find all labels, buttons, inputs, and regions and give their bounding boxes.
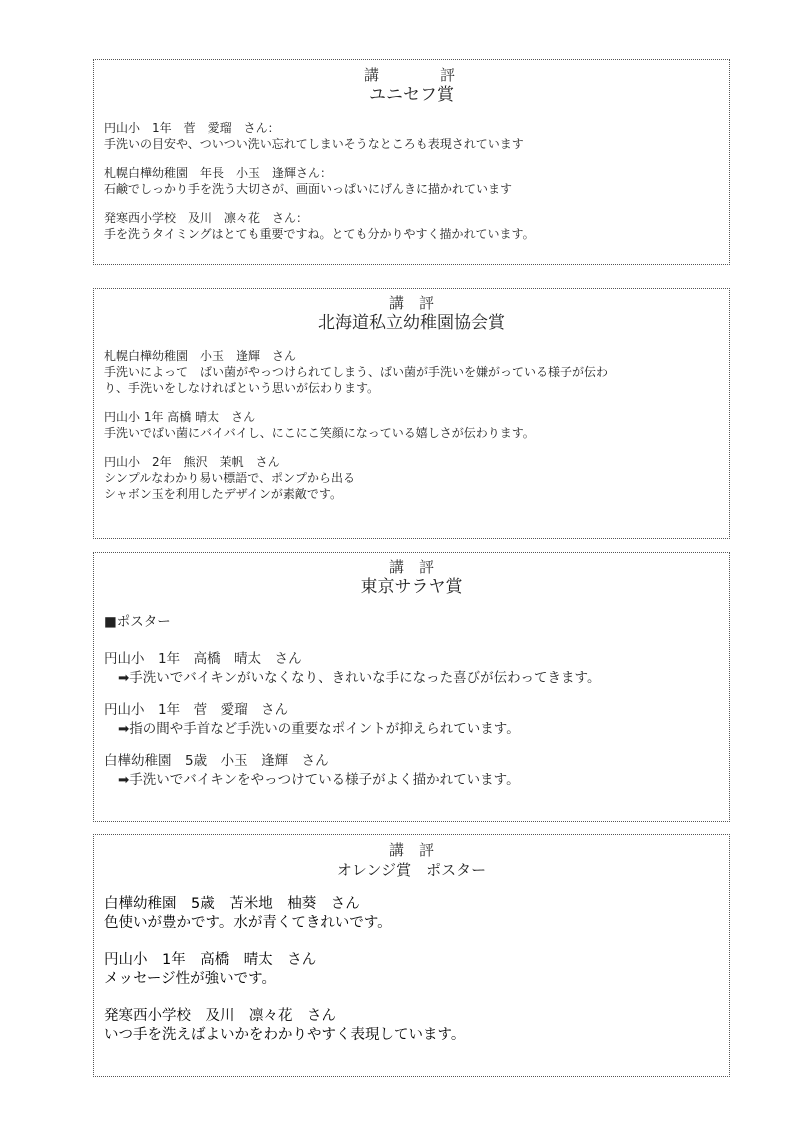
review-heading: 講 評	[388, 841, 434, 859]
award-title: ユニセフ賞	[369, 85, 454, 105]
entrant-name: 白樺幼稚園 5歳 苫米地 柚葵 さん	[104, 896, 360, 912]
review-entry	[104, 701, 719, 739]
review-body	[94, 895, 729, 1045]
review-comment: メッセージ性が強いです。	[104, 971, 276, 987]
entrant-name: 円山小 1年 菅 愛瑠 さん	[104, 702, 289, 718]
review-comment: いつ手を洗えばよいかをわかりやすく表現しています。	[104, 1027, 466, 1043]
review-header	[94, 294, 729, 334]
entrant-name: 発寒西小学校 及川 凛々花 さん	[104, 1008, 336, 1024]
review-entry	[104, 1007, 719, 1045]
review-comment: シンプルなわかり易い標語で、ポンプから出る	[104, 471, 355, 485]
review-body	[94, 348, 729, 502]
review-comment: 手洗いによって ばい菌がやっつけられてしまう、ばい菌が手洗いを嫌がっている様子が伝わ	[104, 365, 609, 379]
award-title: オレンジ賞 ポスター	[336, 861, 487, 879]
review-heading: 講 評	[388, 558, 434, 576]
review-comment: 石鹸でしっかり手を洗う大切さが、画面いっぱいにげんきに描かれています	[104, 182, 513, 196]
entrant-name: 札幌白樺幼稚園 年長 小玉 逢輝さん：	[104, 166, 333, 180]
review-comment: ➡指の間や手首など手洗いの重要なポイントが抑えられています。	[118, 721, 520, 737]
review-entry	[104, 454, 719, 502]
review-comment: 色使いが豊かです。水が青くてきれいです。	[104, 915, 392, 931]
review-header	[94, 841, 729, 881]
review-header	[94, 66, 729, 106]
entrant-name: 円山小 1年 高橋 晴太 さん	[104, 952, 317, 968]
review-comment: 手を洗うタイミングはとても重要ですね。とても分かりやすく描かれています。	[104, 227, 535, 241]
review-comment: り、手洗いをしなければという思いが伝わります。	[104, 381, 380, 395]
review-comment: ➡手洗いでバイキンがいなくなり、きれいな手になった喜びが伝わってきます。	[118, 670, 601, 686]
review-entry	[104, 951, 719, 989]
review-entry	[104, 348, 719, 396]
entrant-name: 円山小 2年 熊沢 茉帆 さん	[104, 455, 280, 469]
entrant-name: 札幌白樺幼稚園 小玉 逢輝 さん	[104, 349, 297, 363]
review-box-saraya	[93, 552, 730, 822]
review-entry	[104, 895, 719, 933]
review-heading: 講 評	[388, 294, 434, 312]
review-box-kindergarten-association	[93, 288, 730, 539]
entrant-name: 発寒西小学校 及川 凛々花 さん：	[104, 211, 309, 225]
review-body	[94, 613, 729, 790]
category-label: ■ポスター	[104, 614, 171, 630]
review-entry	[104, 120, 719, 152]
review-comment: ➡手洗いでバイキンをやっつけている様子がよく描かれています。	[118, 772, 520, 788]
entrant-name: 円山小 1年 高橋 晴太 さん	[104, 410, 256, 424]
review-box-orange	[93, 834, 730, 1077]
entrant-name: 白樺幼稚園 5歳 小玉 逢輝 さん	[104, 753, 329, 769]
review-comment: 手洗いでばい菌にバイバイし、にこにこ笑顔になっている嬉しさが伝わります。	[104, 426, 535, 440]
entrant-name: 円山小 1年 菅 愛瑠 さん：	[104, 121, 280, 135]
review-entry	[104, 210, 719, 242]
award-title: 北海道私立幼稚園協会賞	[318, 313, 505, 333]
review-box-unicef	[93, 59, 730, 265]
entrant-name: 円山小 1年 高橋 晴太 さん	[104, 651, 302, 667]
review-entry	[104, 650, 719, 688]
award-title: 東京サラヤ賞	[360, 577, 463, 597]
review-header	[94, 558, 729, 598]
review-heading: 講 評	[363, 66, 459, 84]
review-comment: 手洗いの目安や、ついつい洗い忘れてしまいそうなところも表現されています	[104, 137, 524, 151]
review-entry	[104, 165, 719, 197]
review-comment: シャボン玉を利用したデザインが素敵です。	[104, 487, 342, 501]
review-entry	[104, 752, 719, 790]
review-body	[94, 120, 729, 242]
review-entry	[104, 409, 719, 441]
